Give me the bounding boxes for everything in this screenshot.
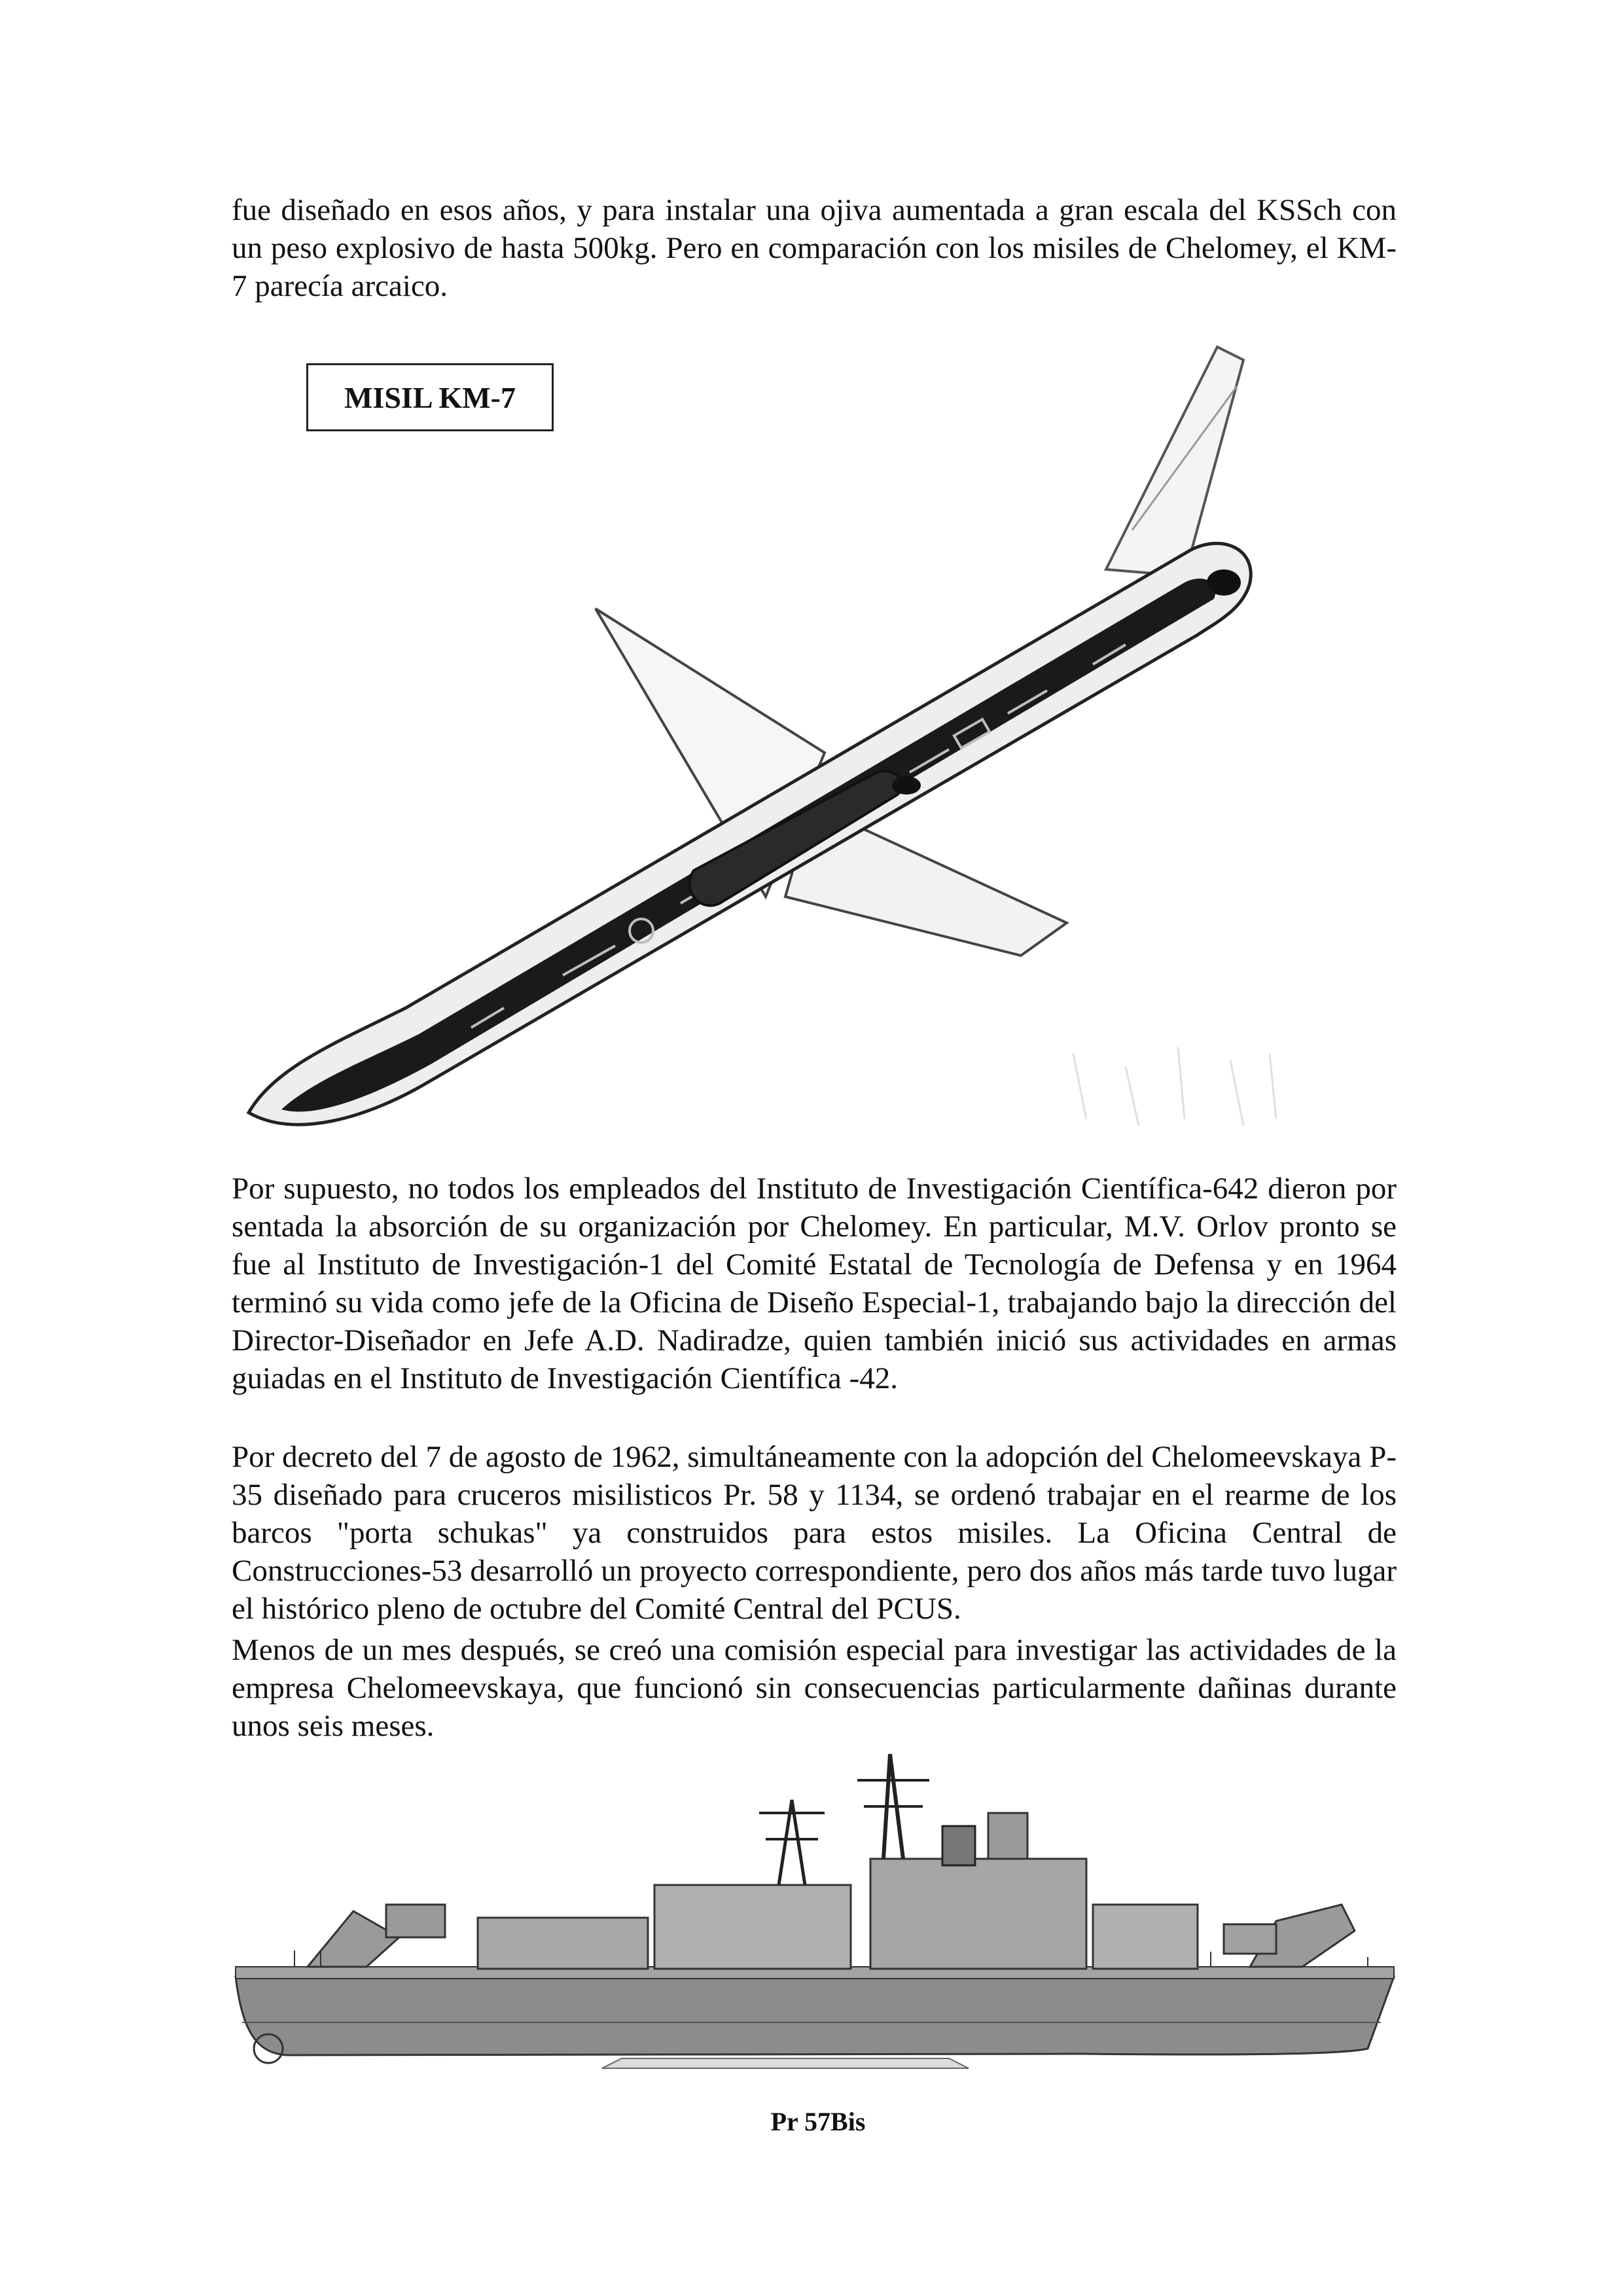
ship-caption: Pr 57Bis: [770, 2107, 866, 2136]
body-paragraph-3: Menos de un mes después, se creó una comisión especial para investigar las actividades de la empresa Chelomeevskaya, que funcionó sin consecuencias particularmente dañinas durante unos seis meses.: [232, 1633, 1397, 1743]
missile-label-box: [306, 363, 554, 431]
body-paragraph-1: Por supuesto, no todos los empleados del Instituto de Investigación Científica-642 dieron por sentada la absorción de su organización por Chelomey. En particular, M.V. Orlov pronto se fue al Instituto de Investigación-1 del Comité Estatal de Tecnología de Defensa y en 1964 terminó su vida como jefe de la Oficina de Diseño Especial-1, trabajando bajo la dirección del Director-Diseñador en Jefe A.D. Nadiradze, quien también inició sus actividades en armas guiadas en el Instituto de Investigación Científica -42.: [232, 1172, 1397, 1395]
body-paragraph-2: Por decreto del 7 de agosto de 1962, simultáneamente con la adopción del Chelomeevskaya P-35 diseñado para cruceros misilisticos Pr. 58 y 1134, se ordenó trabajar en el rearme de los barcos "porta schukas" ya construidos para estos misiles. La Oficina Central de Construcciones-53 desarrolló un proyecto correspondiente, pero dos años más tarde tuvo lugar el histórico pleno de octubre del Comité Central del PCUS.: [232, 1440, 1397, 1626]
ship-pr57bis-illustration: [229, 1741, 1400, 2081]
intro-paragraph: fue diseñado en esos años, y para instalar una ojiva aumentada a gran escala del KSSch con un peso explosivo de hasta 500kg. Pero en comparación con los misiles de Chelomey, el KM-7 parecía arcaico.: [232, 193, 1397, 303]
missile-label: MISIL KM-7: [344, 380, 516, 414]
missile-km7-illustration: [223, 334, 1335, 1152]
